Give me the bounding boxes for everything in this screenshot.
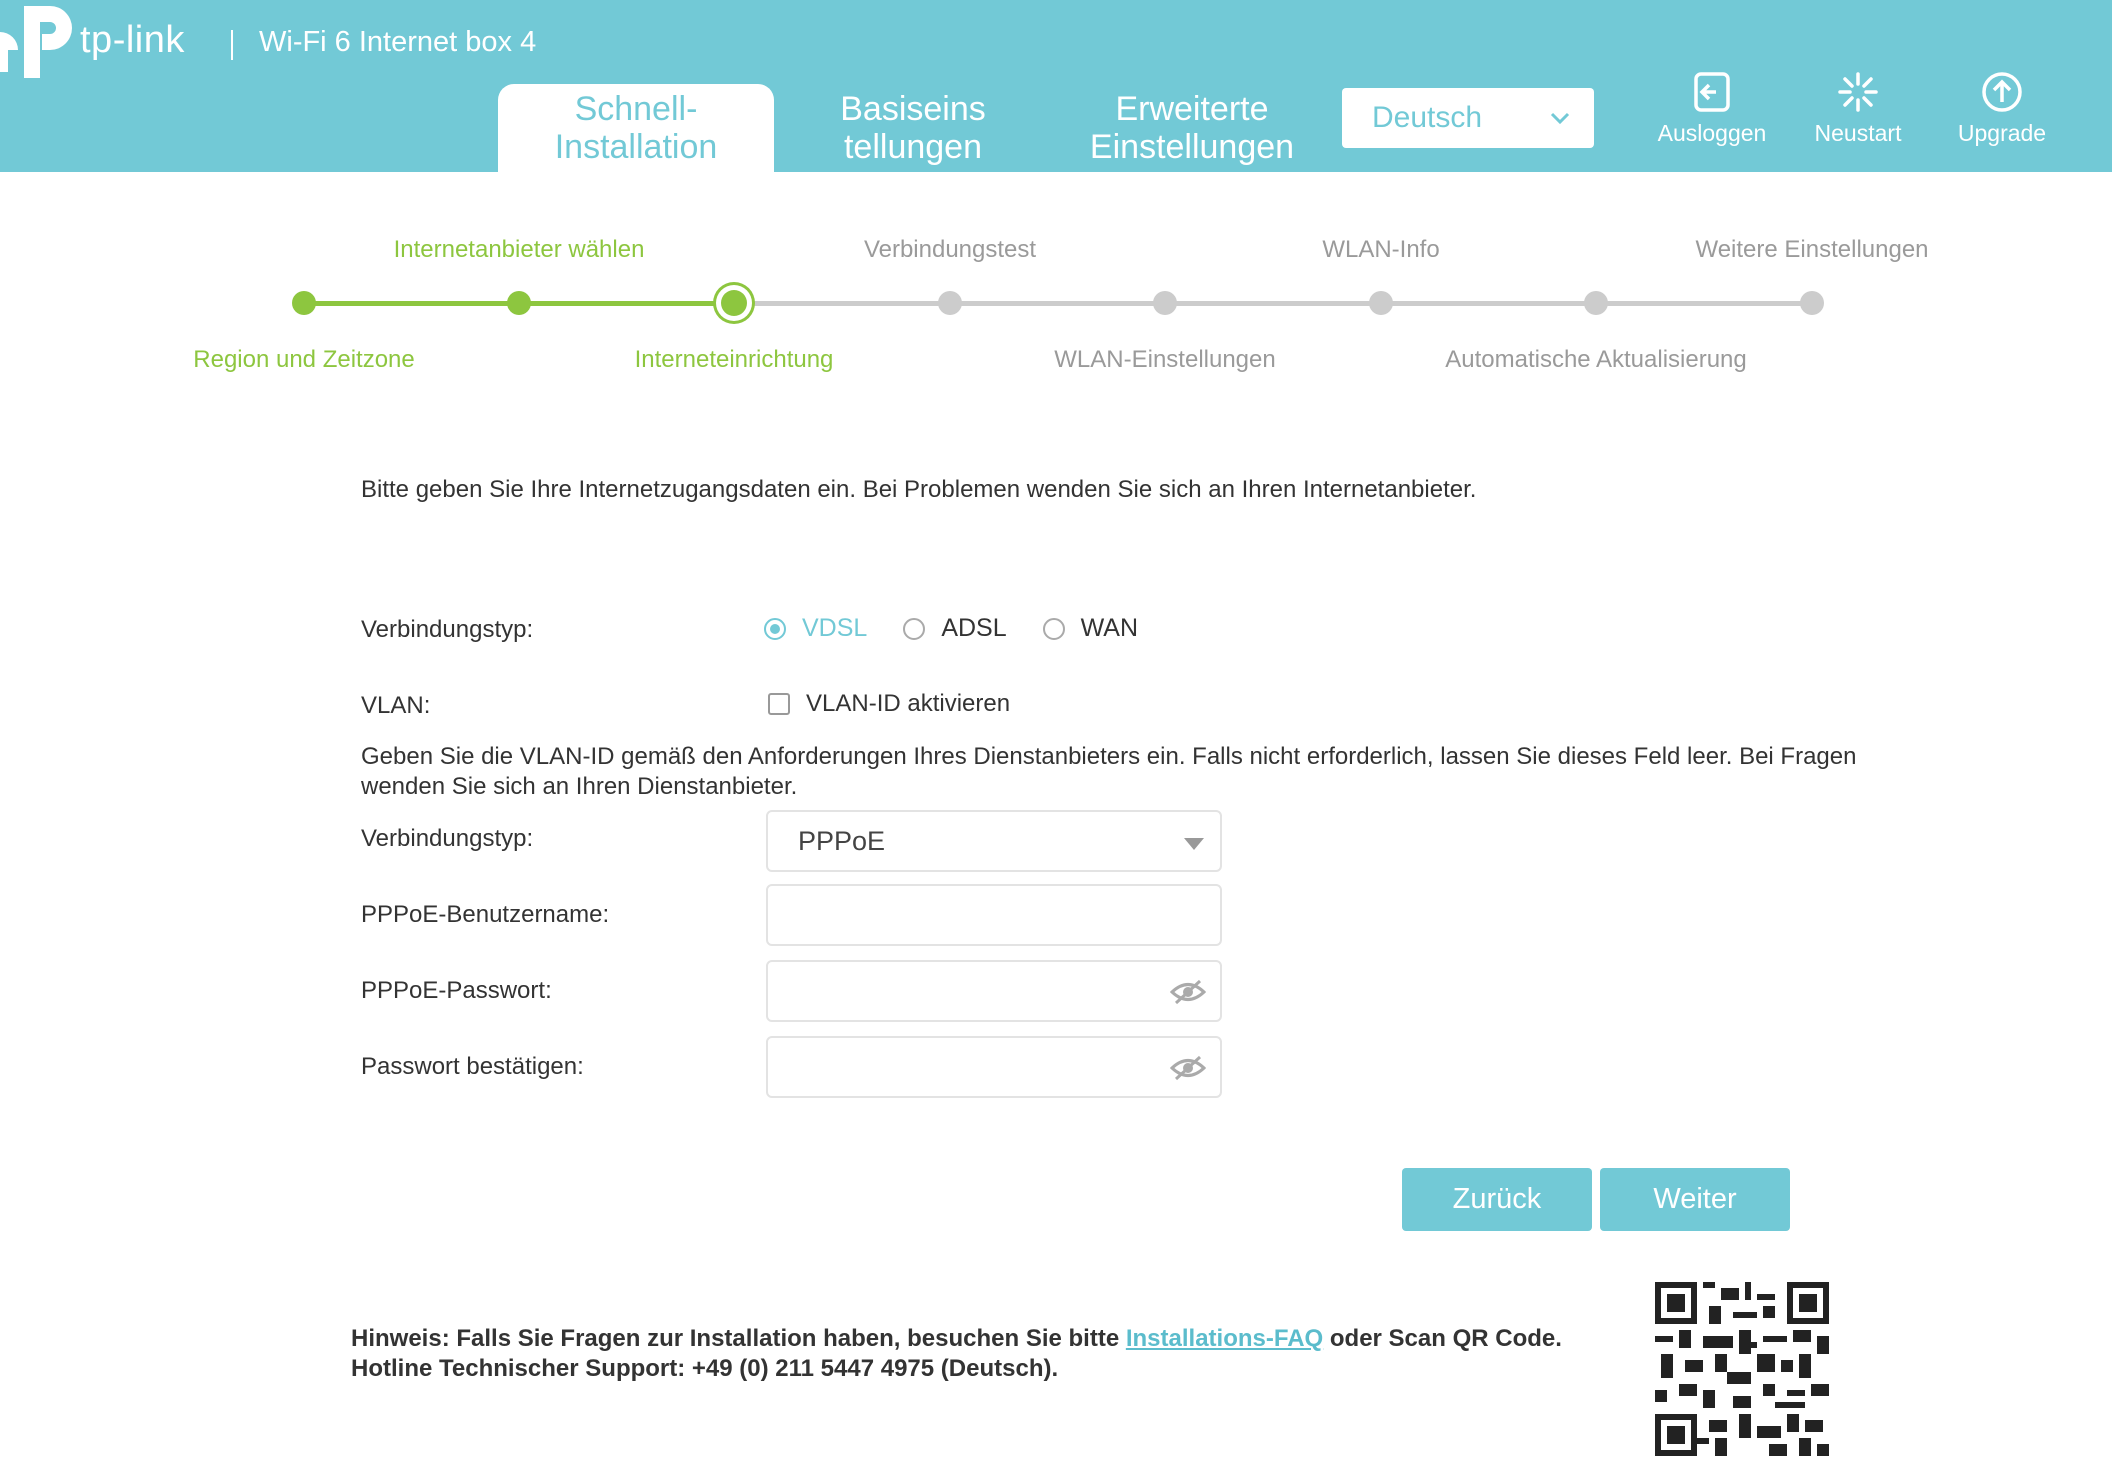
step-dot-5 [1153,291,1177,315]
logout-label: Ausloggen [1657,120,1767,146]
tab-basic-line2: tellungen [843,128,982,166]
step-label-auto-update: Automatische Aktualisierung [1445,346,1747,373]
note-suffix: oder Scan QR Code. [1323,1325,1562,1352]
pppoe-username-label: PPPoE-Benutzername: [361,901,610,928]
model-name: Wi-Fi 6 Internet box 4 [259,26,537,58]
vlan-label: VLAN: [361,692,431,719]
tab-quick-setup-line1: Schnell- [574,90,698,128]
connection-type2-label: Verbindungstyp: [361,825,534,852]
upgrade-icon [1980,70,2024,114]
pppoe-username-input[interactable] [798,900,1158,931]
connection-type-select[interactable] [766,810,1222,872]
back-button[interactable]: Zurück [1402,1168,1592,1231]
step-label-wlan-info: WLAN-Info [1322,236,1440,263]
footer-note-line1 [351,1324,1562,1354]
tp-link-logo [0,0,185,80]
pppoe-password-input[interactable] [798,976,1158,1007]
brand-name: tp-link [80,18,185,61]
step-dot-7 [1584,291,1608,315]
upgrade-label: Upgrade [1957,120,2047,146]
tab-basic-settings[interactable] [800,84,1026,172]
radio-vdsl-label[interactable]: VDSL [802,614,868,642]
step-dot-6 [1369,291,1393,315]
next-button[interactable]: Weiter [1600,1168,1790,1231]
radio-adsl[interactable] [903,614,1006,643]
tab-quick-setup[interactable] [498,84,774,172]
reboot-icon [1836,70,1880,114]
tab-advanced-settings[interactable] [1070,84,1314,172]
tab-basic-line1: Basiseins [840,90,986,128]
step-label-region: Region und Zeitzone [193,346,415,373]
tab-advanced-line1: Erweiterte [1115,90,1269,128]
step-label-connection-test: Verbindungstest [863,236,1037,263]
logout-icon [1690,70,1734,114]
step-dot-8 [1800,291,1824,315]
language-value: Deutsch [1372,101,1483,134]
pppoe-password-label: PPPoE-Passwort: [361,977,552,1004]
dropdown-triangle-icon [1182,836,1206,852]
confirm-password-label: Passwort bestätigen: [361,1053,584,1080]
upgrade-button[interactable] [1937,70,2067,147]
eye-off-icon[interactable] [1170,1055,1206,1081]
logout-button[interactable] [1647,70,1777,147]
tp-link-logo-icon [0,0,78,80]
tab-quick-setup-line2: Installation [554,128,718,166]
step-label-isp: Internetanbieter wählen [393,236,645,263]
header-divider [231,30,233,60]
footer-note [351,1324,1562,1384]
vlan-id-checkbox-label[interactable]: VLAN-ID aktivieren [806,690,1011,717]
hotline-text: Hotline Technischer Support: +49 (0) 211 5447 4975 (Deutsch). [351,1355,1059,1382]
radio-adsl-label[interactable]: ADSL [941,614,1007,642]
radio-vdsl[interactable] [764,614,867,643]
step-label-wlan-settings: WLAN-Einstellungen [1054,346,1276,373]
installation-faq-link[interactable]: Installations-FAQ [1125,1325,1324,1352]
note-prefix: Hinweis: Falls Sie Fragen zur Installation haben, besuchen Sie bitte [351,1325,1126,1352]
radio-vdsl-circle[interactable] [764,618,786,640]
radio-wan[interactable] [1043,614,1138,643]
step-dot-4 [938,291,962,315]
connection-type-select-value: PPPoE [798,825,886,856]
radio-wan-circle[interactable] [1043,618,1065,640]
vlan-help-text: Geben Sie die VLAN-ID gemäß den Anforderungen Ihres Dienstanbieters ein. Falls nicht erforderlich, lassen Sie dieses Feld leer. Bei Fragen wenden Sie sich an Ihren Dienstanbieter. [361,743,1857,800]
qr-code-icon [1655,1282,1829,1456]
step-dot-2[interactable] [507,291,531,315]
connection-type-radio-group [764,614,1174,643]
pppoe-username-field[interactable] [766,884,1222,946]
top-header [0,0,2112,172]
step-dot-1[interactable] [292,291,316,315]
tab-advanced-line2: Einstellungen [1089,128,1295,166]
radio-wan-label[interactable]: WAN [1080,614,1139,642]
reboot-label: Neustart [1814,120,1902,146]
vlan-id-checkbox-box[interactable] [768,693,790,715]
progress-track-pending [734,301,1812,306]
pppoe-password-field[interactable] [766,960,1222,1022]
reboot-button[interactable] [1793,70,1923,147]
chevron-down-icon [1548,106,1572,130]
step-label-internet-setup: Interneteinrichtung [634,346,834,373]
step-dot-3-current[interactable] [721,290,747,316]
intro-text: Bitte geben Sie Ihre Internetzugangsdaten ein. Bei Problemen wenden Sie sich an Ihren Internetanbieter. [361,476,1477,503]
confirm-password-field[interactable] [766,1036,1222,1098]
eye-off-icon[interactable] [1170,979,1206,1005]
vlan-id-checkbox[interactable] [768,690,1010,718]
language-select[interactable] [1342,88,1594,148]
radio-adsl-circle[interactable] [903,618,925,640]
step-label-more-settings: Weitere Einstellungen [1695,236,1929,263]
confirm-password-input[interactable] [798,1052,1158,1083]
connection-type-label: Verbindungstyp: [361,616,534,643]
